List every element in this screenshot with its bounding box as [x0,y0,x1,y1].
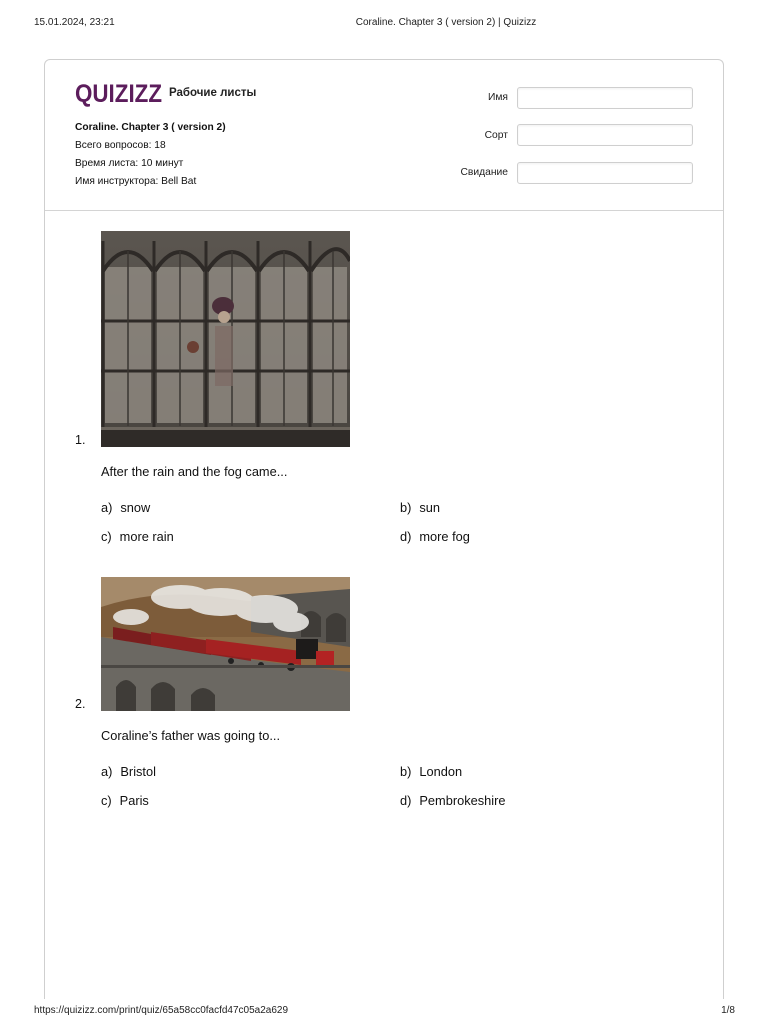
question-1 [75,230,695,560]
question-2 [75,577,695,817]
name-input[interactable] [517,87,693,109]
quiz-meta [75,119,226,191]
steam-train-viaduct-image [101,577,350,711]
option-letter: a) [101,764,113,779]
date-label: Свидание [460,167,508,178]
option-c[interactable] [101,529,174,544]
student-fields [460,86,693,199]
print-title: Coraline. Chapter 3 ( version 2) | Quizizz [355,17,537,28]
option-letter: c) [101,529,112,544]
option-text: London [419,764,463,779]
option-letter: d) [400,529,412,544]
option-letter: a) [101,500,113,515]
coraline-window-image [101,231,350,447]
option-b[interactable] [400,500,440,515]
name-label: Имя [487,92,508,103]
option-text: sun [419,500,441,515]
question-number: 1. [75,433,86,447]
class-field-row [460,124,693,147]
option-c[interactable] [101,793,149,808]
print-url[interactable]: https://quizizz.com/print/quiz/65a58cc0facfd47c05a2a629 [34,1005,289,1016]
date-field-row [460,161,693,184]
option-text: more rain [119,529,174,544]
worksheet-header [45,60,723,211]
option-letter: c) [101,793,112,808]
print-date: 15.01.2024, 23:21 [34,17,115,28]
worksheet [44,59,724,999]
question-number: 2. [75,697,86,711]
option-text: Paris [119,793,149,808]
brand [75,79,256,107]
option-text: Pembrokeshire [419,793,506,808]
option-text: snow [120,500,151,515]
option-d[interactable] [400,793,505,808]
quiz-title: Coraline. Chapter 3 ( version 2) [75,122,226,133]
worksheet-time: Время листа: 10 минут [75,158,184,169]
quizizz-logo [75,79,163,107]
svg-text:QUIZIZZ: QUIZIZZ [75,80,162,107]
option-text: Bristol [120,764,156,779]
option-a[interactable] [101,500,150,515]
option-a[interactable] [101,764,156,779]
date-input[interactable] [517,162,693,184]
name-field-row [460,86,693,109]
option-letter: b) [400,500,412,515]
print-footer [0,1000,768,1024]
option-d[interactable] [400,529,470,544]
instructor-name: Имя инструктора: Bell Bat [75,176,197,187]
option-letter: b) [400,764,412,779]
option-b[interactable] [400,764,462,779]
question-text: Coraline’s father was going to... [101,728,281,743]
option-letter: d) [400,793,412,808]
class-label: Сорт [484,129,508,141]
question-text: After the rain and the fog came... [101,464,288,479]
option-text: more fog [419,529,470,544]
print-header [0,0,768,44]
brand-subtitle: Рабочие листы [169,87,257,99]
total-questions: Всего вопросов: 18 [75,140,166,151]
class-input[interactable] [517,124,693,146]
page-number: 1/8 [721,1005,735,1016]
